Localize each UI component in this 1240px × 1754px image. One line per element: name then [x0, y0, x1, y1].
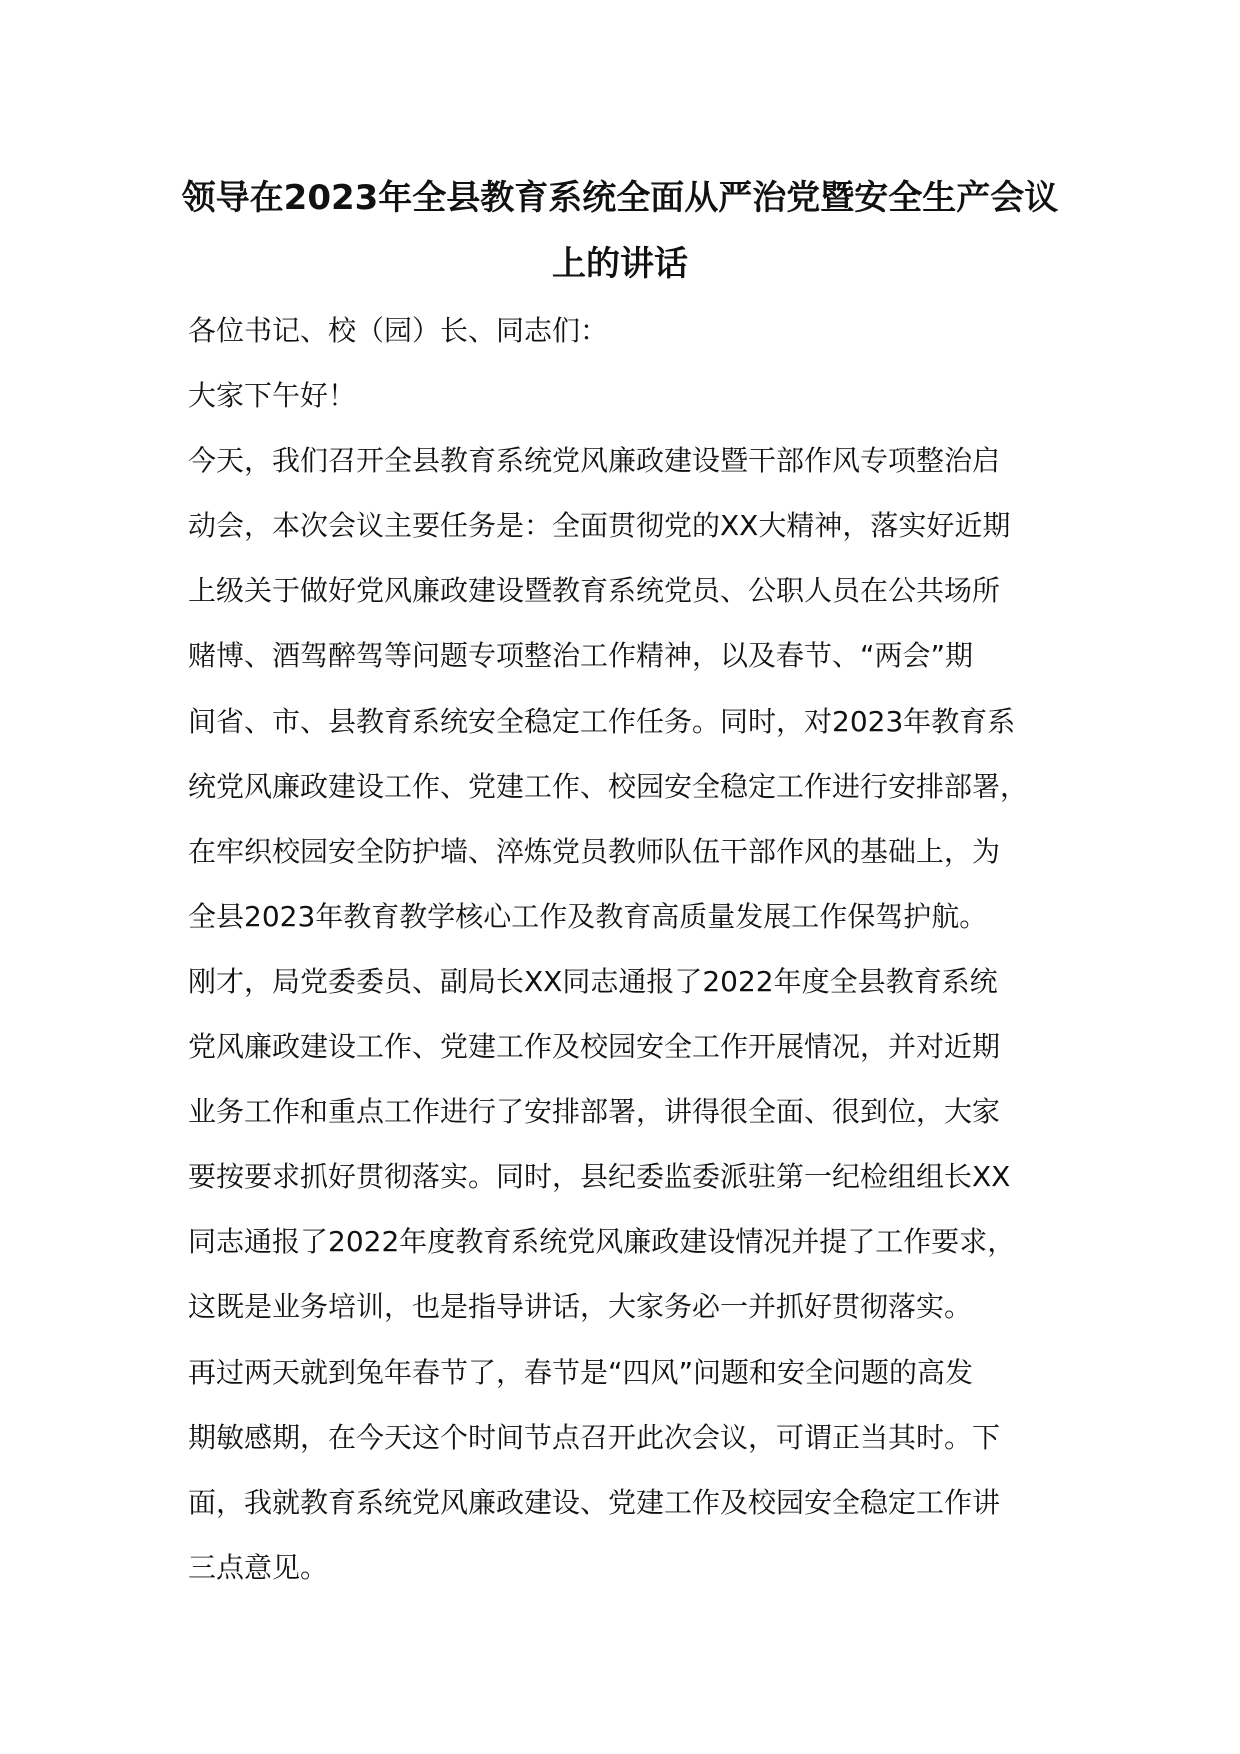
- body-line: 各位书记、校（园）长、同志们：: [188, 314, 609, 347]
- title-line-2: 上的讲话: [552, 244, 688, 284]
- body-line: 动会，本次会议主要任务是：全面贯彻党的XX大精神，落实好近期: [188, 509, 1011, 543]
- body-line: 大家下午好！: [188, 379, 357, 413]
- document-title: [150, 165, 1090, 297]
- document-body: [188, 298, 1088, 1600]
- body-line: 上级关于做好党风廉政建设暨教育系统党员、公职人员在公共场所: [188, 574, 1001, 608]
- body-line: 间省、市、县教育系统安全稳定工作任务。同时，对2023年教育系: [188, 704, 1016, 738]
- body-line: 面，我就教育系统党风廉政建设、党建工作及校园安全稳定工作讲: [188, 1485, 1001, 1519]
- body-line: 业务工作和重点工作进行了安排部署，讲得很全面、很到位，大家: [188, 1095, 1001, 1129]
- body-line: 要按要求抓好贯彻落实。同时，县纪委监委派驻第一纪检组组长XX: [188, 1160, 1011, 1194]
- body-line: 在牢织校园安全防护墙、淬炼党员教师队伍干部作风的基础上，为: [188, 834, 1001, 868]
- body-line: 再过两天就到兔年春节了，春节是“四风”问题和安全问题的高发: [188, 1355, 974, 1389]
- body-line: 三点意见。: [188, 1550, 329, 1584]
- body-line: 党风廉政建设工作、党建工作及校园安全工作开展情况，并对近期: [188, 1030, 1001, 1064]
- body-line: 今天，我们召开全县教育系统党风廉政建设暨干部作风专项整治启: [188, 444, 1001, 478]
- body-line: 刚才，局党委委员、副局长XX同志通报了2022年度全县教育系统: [188, 964, 998, 998]
- title-line-1: 领导在2023年全县教育系统全面从严治党暨安全生产会议: [181, 178, 1059, 218]
- body-line: 同志通报了2022年度教育系统党风廉政建设情况并提了工作要求，: [188, 1225, 1016, 1259]
- body-line: 赌博、酒驾醉驾等问题专项整治工作精神，以及春节、“两会”期: [188, 639, 974, 673]
- body-line: 全县2023年教育教学核心工作及教育高质量发展工作保驾护航。: [188, 899, 988, 933]
- body-line: 统党风廉政建设工作、党建工作、校园安全稳定工作进行安排部署，: [188, 769, 1029, 803]
- body-line: 这既是业务培训，也是指导讲话，大家务必一并抓好贯彻落实。: [188, 1290, 973, 1324]
- body-line: 期敏感期，在今天这个时间节点召开此次会议，可谓正当其时。下: [188, 1420, 1001, 1454]
